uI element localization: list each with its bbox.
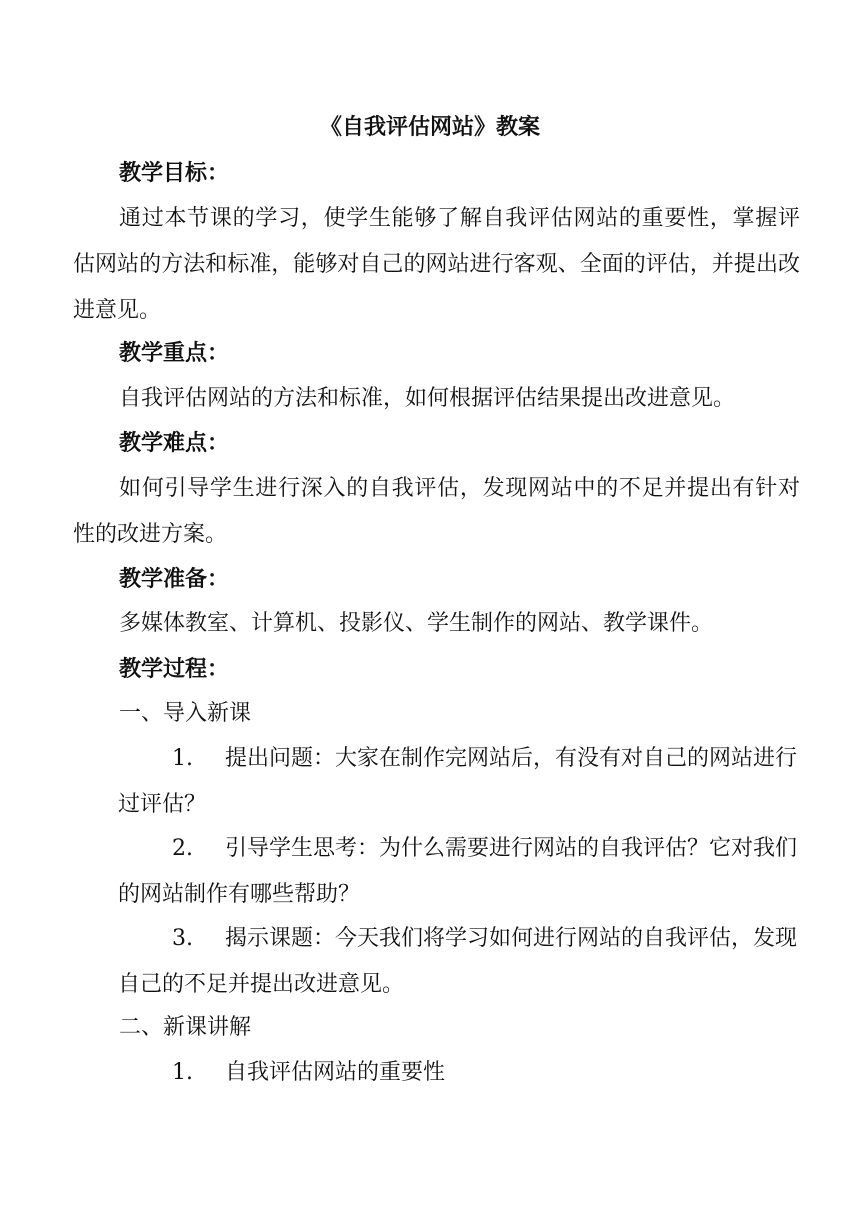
document-title: 《自我评估网站》教案 (319, 115, 540, 140)
item-text: 自我评估网站的重要性 (225, 1060, 446, 1085)
item-text: 引导学生思考：为什么需要进行网站的自我评估？它对我们的网站制作有哪些帮助？ (118, 836, 798, 907)
part-two-item-1 (118, 1050, 800, 1096)
part-one-item-2 (118, 826, 800, 918)
item-number: 3. (172, 926, 193, 951)
difficulty-heading: 教学难点： (119, 431, 230, 456)
item-number: 1. (172, 1060, 193, 1085)
key-point-text: 自我评估网站的方法和标准，如何根据评估结果提出改进意见。 (119, 386, 736, 411)
difficulty-paragraph: 如何引导学生进行深入的自我评估，发现网站中的不足并提出有针对性的改进方案。 (73, 476, 800, 547)
preparation-text: 多媒体教室、计算机、投影仪、学生制作的网站、教学课件。 (119, 611, 714, 636)
preparation-heading: 教学准备： (119, 567, 230, 592)
part-one-item-3 (118, 916, 800, 1008)
part-one-item-1 (118, 736, 800, 828)
item-number: 2. (172, 836, 193, 861)
item-text: 提出问题：大家在制作完网站后，有没有对自己的网站进行过评估？ (118, 746, 798, 817)
objective-heading: 教学目标： (119, 161, 230, 186)
part-two-title: 二、新课讲解 (119, 1015, 252, 1040)
objective-paragraph: 通过本节课的学习，使学生能够了解自我评估网站的重要性，掌握评估网站的方法和标准，能够对自己的网站进行客观、全面的评估，并提出改进意见。 (73, 206, 800, 323)
item-text: 揭示课题：今天我们将学习如何进行网站的自我评估，发现自己的不足并提出改进意见。 (118, 926, 798, 997)
process-heading: 教学过程： (119, 657, 230, 682)
item-number: 1. (172, 746, 193, 771)
part-one-title: 一、导入新课 (119, 701, 252, 726)
key-point-heading: 教学重点： (119, 341, 230, 366)
